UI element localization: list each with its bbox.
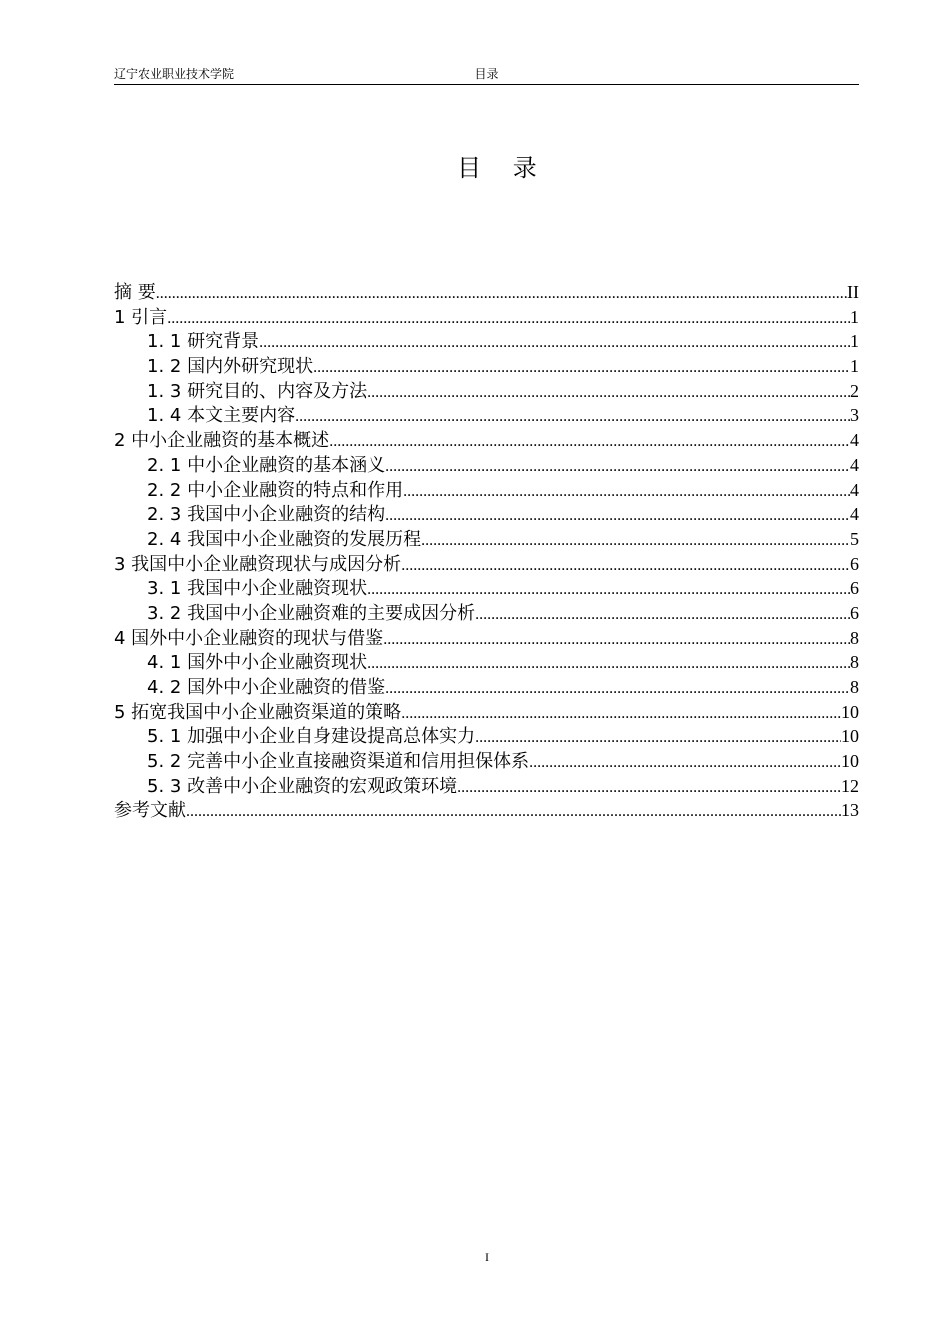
toc-entry-chapter-3[interactable] (114, 552, 859, 577)
toc-entry-2-3[interactable] (114, 502, 859, 527)
toc-leader-dots (385, 504, 850, 527)
toc-entry-page: 4 (850, 504, 859, 525)
toc-entry-4-1[interactable] (114, 650, 859, 675)
page-header (114, 66, 859, 85)
toc-entry-text: 2. 1 中小企业融资的基本涵义 (147, 454, 386, 476)
toc-leader-dots (367, 652, 850, 675)
toc-entry-page: 10 (841, 726, 859, 747)
toc-entry-text: 2. 4 我国中小企业融资的发展历程 (147, 528, 422, 550)
toc-entry-text: 4 国外中小企业融资的现状与借鉴 (114, 627, 384, 649)
toc-entry-1-2[interactable] (114, 354, 859, 379)
toc-entry-text: 5. 1 加强中小企业自身建设提高总体实力 (147, 726, 476, 748)
toc-entry-page: 3 (850, 405, 859, 426)
toc-entry-1-4[interactable] (114, 403, 859, 428)
toc-entry-text: 摘 要 (114, 282, 156, 303)
toc-entry-text: 3. 2 我国中小企业融资难的主要成因分析 (147, 602, 476, 624)
toc-entry-text: 1. 4 本文主要内容 (147, 405, 296, 427)
toc-leader-dots (403, 480, 850, 503)
toc-entry-5-2[interactable] (114, 749, 859, 774)
toc-leader-dots (313, 356, 850, 379)
page-title: 目 录 (457, 154, 549, 182)
toc-entry-3-2[interactable] (114, 601, 859, 626)
toc-entry-chapter-5[interactable] (114, 700, 859, 725)
toc-entry-4-2[interactable] (114, 675, 859, 700)
toc-entry-page: 10 (841, 751, 859, 772)
toc-entry-chapter-1[interactable] (114, 305, 859, 330)
toc-entry-page: 13 (841, 800, 859, 821)
toc-leader-dots (367, 381, 850, 404)
toc-entry-page: 6 (850, 602, 859, 623)
toc-entry-text: 1. 1 研究背景 (147, 331, 260, 353)
toc-entry-page: 8 (850, 627, 859, 648)
toc-leader-dots (259, 331, 850, 354)
toc-entry-page: 8 (850, 677, 859, 697)
toc-entry-2-1[interactable] (114, 453, 859, 478)
toc-entry-text: 4. 1 国外中小企业融资现状 (147, 652, 368, 674)
toc-leader-dots (186, 800, 841, 823)
toc-leader-dots (383, 628, 850, 651)
toc-entry-5-1[interactable] (114, 724, 859, 749)
toc-entry-page: 2 (850, 380, 859, 401)
toc-entry-abstract[interactable] (114, 280, 859, 305)
toc-entry-page: 12 (841, 775, 859, 796)
toc-entry-text: 2. 3 我国中小企业融资的结构 (147, 504, 386, 526)
toc-entry-page: 8 (850, 652, 859, 673)
toc-entry-chapter-4[interactable] (114, 626, 859, 651)
toc-entry-3-1[interactable] (114, 576, 859, 601)
toc-leader-dots (385, 455, 850, 478)
toc-entry-text: 1 引言 (114, 306, 168, 328)
toc-entry-page: II (847, 282, 859, 302)
toc-entry-text: 参考文献 (114, 800, 186, 822)
toc-leader-dots (475, 603, 850, 626)
toc-leader-dots (401, 702, 841, 725)
page-number: I (485, 1250, 489, 1264)
toc-entry-references[interactable] (114, 798, 859, 823)
toc-leader-dots (385, 677, 850, 700)
toc-leader-dots (167, 307, 850, 330)
toc-entry-page: 1 (850, 356, 859, 377)
toc-leader-dots (295, 405, 850, 428)
toc-entry-page: 1 (850, 331, 859, 352)
toc-entry-page: 6 (850, 553, 859, 574)
header-institution: 辽宁农业职业技术学院 (114, 67, 235, 81)
toc-entry-2-4[interactable] (114, 527, 859, 552)
toc-entry-page: 6 (850, 578, 859, 599)
toc-leader-dots (457, 776, 841, 799)
toc-entry-page: 4 (850, 454, 859, 475)
toc-entry-text: 5. 2 完善中小企业直接融资渠道和信用担保体系 (147, 751, 530, 773)
toc-entry-text: 3. 1 我国中小企业融资现状 (147, 578, 368, 600)
toc-entry-1-1[interactable] (114, 329, 859, 354)
toc-entry-chapter-2[interactable] (114, 428, 859, 453)
toc-leader-dots (367, 578, 850, 601)
toc-entry-page: 5 (850, 528, 859, 549)
toc-entry-text: 5 拓宽我国中小企业融资渠道的策略 (114, 701, 402, 723)
toc-leader-dots (475, 726, 841, 749)
toc-entry-text: 4. 2 国外中小企业融资的借鉴 (147, 677, 386, 698)
toc-entry-5-3[interactable] (114, 774, 859, 799)
toc-leader-dots (329, 430, 850, 453)
toc-leader-dots (156, 282, 847, 305)
toc-entry-2-2[interactable] (114, 478, 859, 503)
table-of-contents (114, 280, 859, 823)
toc-entry-page: 1 (850, 306, 859, 327)
toc-entry-text: 1. 3 研究目的、内容及方法 (147, 380, 368, 402)
toc-entry-text: 3 我国中小企业融资现状与成因分析 (114, 553, 402, 575)
toc-entry-page: 4 (850, 430, 859, 451)
toc-entry-text: 1. 2 国内外研究现状 (147, 356, 314, 378)
toc-entry-page: 4 (850, 479, 859, 500)
toc-entry-text: 5. 3 改善中小企业融资的宏观政策环境 (147, 775, 458, 797)
header-section: 目录 (474, 67, 499, 81)
toc-leader-dots (529, 751, 841, 774)
toc-entry-1-3[interactable] (114, 379, 859, 404)
toc-leader-dots (421, 529, 850, 552)
toc-entry-text: 2. 2 中小企业融资的特点和作用 (147, 479, 404, 501)
toc-entry-text: 2 中小企业融资的基本概述 (114, 430, 330, 452)
toc-entry-page: 10 (841, 701, 859, 722)
toc-leader-dots (401, 554, 850, 577)
